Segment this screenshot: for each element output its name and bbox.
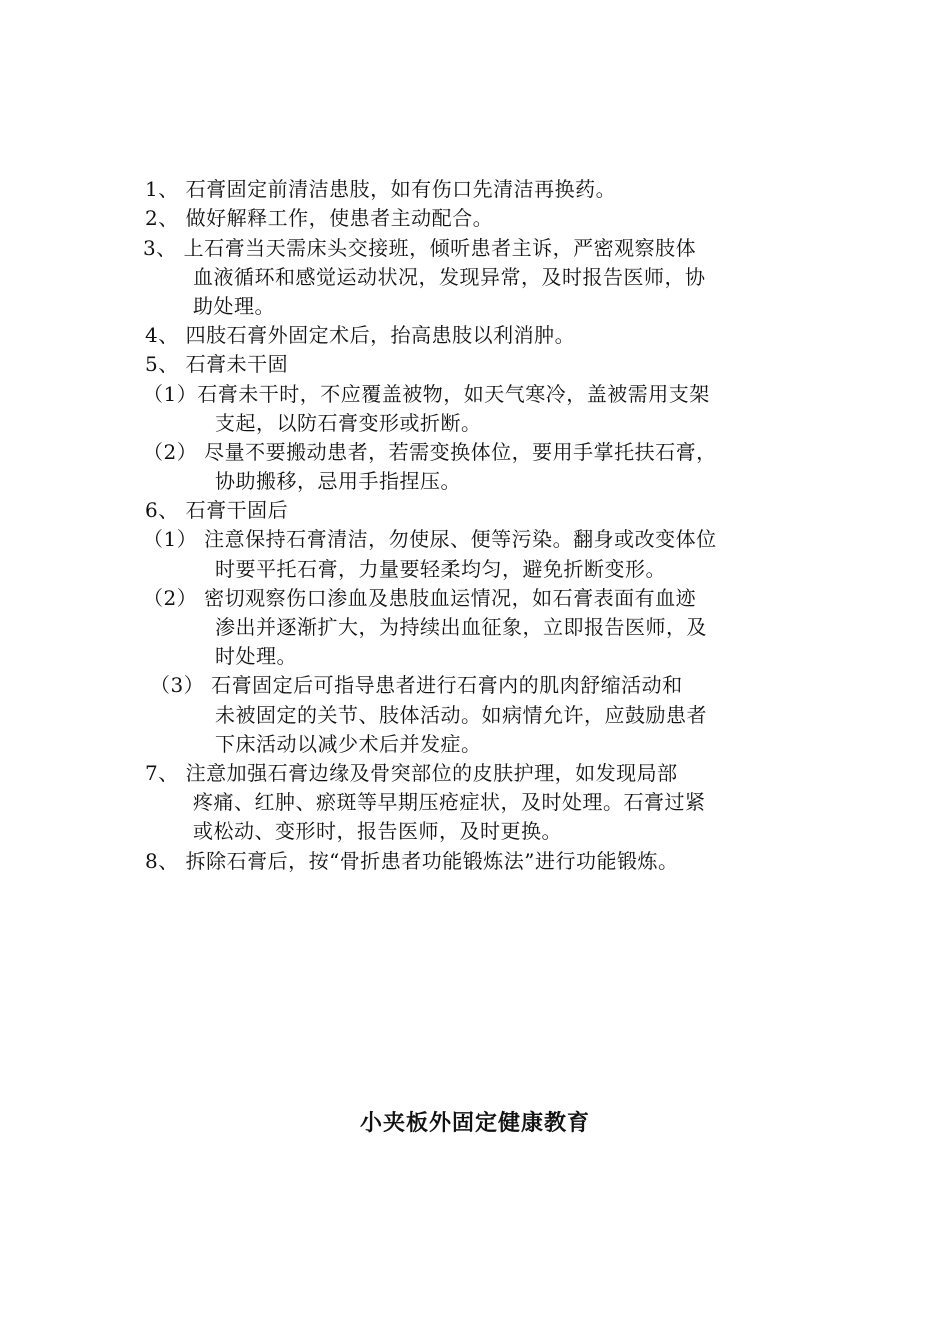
text-line-item-7-cont: 或松动、变形时，报告医师，及时更换。: [193, 819, 562, 843]
text-line-item-2: 2、 做好解释工作，使患者主动配合。: [145, 206, 494, 230]
text-line-item-6-1-cont: 时要平托石膏，力量要轻柔均匀，避免折断变形。: [215, 557, 666, 581]
text-line-item-7-cont: 疼痛、红肿、瘀斑等早期压疮症状，及时处理。石膏过紧: [193, 790, 706, 814]
text-line-item-5-2-cont: 协助搬移，忌用手指捏压。: [215, 469, 461, 493]
section-heading: 小夹板外固定健康教育: [359, 1111, 590, 1136]
text-line-item-6-3-cont: 未被固定的关节、肢体活动。如病情允许，应鼓励患者: [215, 703, 707, 727]
text-line-item-4: 4、 四肢石膏外固定术后，抬高患肢以利消肿。: [145, 323, 576, 347]
text-line-item-3: 3、 上石膏当天需床头交接班，倾听患者主诉，严密观察肢体: [143, 236, 697, 260]
text-line-item-6-3-cont: 下床活动以减少术后并发症。: [215, 732, 482, 756]
text-line-item-3-cont: 血液循环和感觉运动状况，发现异常，及时报告医师，协: [193, 265, 706, 289]
text-line-item-7: 7、 注意加强石膏边缘及骨突部位的皮肤护理，如发现局部: [145, 761, 678, 785]
text-line-item-6-2: （2） 密切观察伤口渗血及患肢血运情况，如石膏表面有血迹: [143, 586, 697, 610]
text-line-item-5-1: （1）石膏未干时，不应覆盖被物，如天气寒冷，盖被需用支架: [143, 382, 710, 406]
text-line-item-6-2-cont: 渗出并逐渐扩大，为持续出血征象，立即报告医师，及: [215, 615, 707, 639]
text-line-item-6-3: （3） 石膏固定后可指导患者进行石膏内的肌肉舒缩活动和: [150, 673, 683, 697]
text-line-item-8: 8、 拆除石膏后，按“骨折患者功能锻炼法”进行功能锻炼。: [145, 849, 679, 873]
text-line-item-5-1-cont: 支起，以防石膏变形或折断。: [215, 411, 482, 435]
text-line-item-5: 5、 石膏未干固: [145, 352, 289, 376]
text-line-item-5-2: （2） 尽量不要搬动患者，若需变换体位，要用手掌托扶石膏，: [143, 440, 717, 464]
text-line-item-6-2-cont: 时处理。: [215, 644, 297, 668]
text-line-item-6-1: （1） 注意保持石膏清洁，勿使尿、便等污染。翻身或改变体位: [143, 527, 717, 551]
text-line-item-3-cont: 助处理。: [193, 294, 275, 318]
text-line-item-1: 1、 石膏固定前清洁患肢，如有伤口先清洁再换药。: [145, 177, 617, 201]
text-line-item-6: 6、 石膏干固后: [145, 498, 289, 522]
